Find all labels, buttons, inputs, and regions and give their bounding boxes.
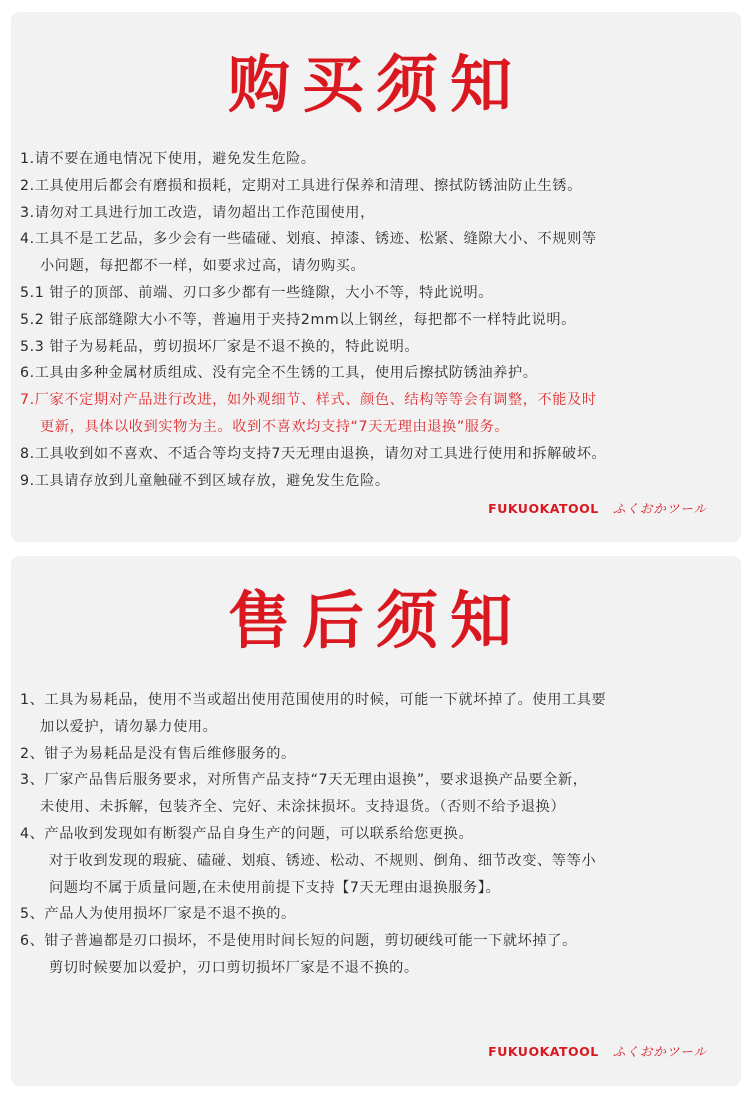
purchase-item-8 — [20, 441, 731, 468]
purchase-notice-card — [11, 12, 741, 542]
aftersale-notice-card — [11, 556, 741, 1086]
purchase-item-5-2 — [20, 307, 731, 334]
purchase-item-2 — [20, 173, 731, 200]
purchase-item-5-2-line-1: 5.2 钳子底部缝隙大小不等，普遍用于夹持2mm以上钢丝，每把都不一样特此说明。 — [20, 311, 576, 328]
aftersale-item-3-line-1: 3、厂家产品售后服务要求，对所售产品支持“7天无理由退换”，要求退换产品要全新， — [20, 772, 588, 789]
purchase-item-5-3-line-1: 5.3 钳子为易耗品，剪切损坏厂家是不退不换的，特此说明。 — [20, 338, 420, 355]
aftersale-item-2-line-1: 2、钳子为易耗品是没有售后维修服务的。 — [20, 745, 296, 762]
purchase-notice-title: 购买须知 — [227, 48, 524, 121]
brand-name-english: FUKUOKATOOL — [488, 1044, 599, 1059]
brand-name-japanese: ふくおかツール — [612, 1044, 707, 1059]
purchase-item-5-1-line-1: 5.1 钳子的顶部、前端、刃口多少都有一些缝隙，大小不等，特此说明。 — [20, 284, 494, 301]
purchase-item-3-line-1: 3.请勿对工具进行加工改造，请勿超出工作范围使用， — [20, 204, 375, 221]
purchase-item-6-line-1: 6.工具由多种金属材质组成、没有完全不生锈的工具，使用后擦拭防锈油养护。 — [20, 365, 538, 382]
aftersale-item-4-line-3: 问题均不属于质量问题,在未使用前提下支持【7天无理由退换服务】。 — [49, 879, 501, 896]
aftersale-item-3 — [20, 767, 731, 821]
purchase-item-1 — [20, 146, 731, 173]
aftersale-item-5 — [20, 901, 731, 928]
aftersale-item-6-line-2: 剪切时候要加以爱护，刃口剪切损坏厂家是不退不换的。 — [49, 959, 419, 976]
purchase-item-5-3 — [20, 334, 731, 361]
purchase-item-4 — [20, 226, 731, 280]
purchase-item-7-line-1: 7.厂家不定期对产品进行改进，如外观细节、样式、颜色、结构等等会有调整，不能及时 — [20, 392, 597, 409]
aftersale-brand-signature — [488, 1042, 707, 1060]
aftersale-item-6-line-1: 6、钳子普遍都是刃口损坏，不是使用时间长短的问题，剪切硬线可能一下就坏掉了。 — [20, 933, 577, 950]
purchase-item-9 — [20, 468, 731, 495]
aftersale-item-2 — [20, 741, 731, 768]
aftersale-item-1 — [20, 687, 731, 741]
aftersale-notice-list — [20, 687, 731, 982]
aftersale-item-4-line-1: 4、产品收到发现如有断裂产品自身生产的问题，可以联系给您更换。 — [20, 825, 474, 842]
aftersale-item-5-line-1: 5、产品人为使用损坏厂家是不退不换的。 — [20, 906, 296, 923]
purchase-item-8-line-1: 8.工具收到如不喜欢、不适合等均支持7天无理由退换，请勿对工具进行使用和拆解破坏。 — [20, 445, 607, 462]
aftersale-item-6 — [20, 928, 731, 982]
aftersale-item-4-line-2: 对于收到发现的瑕疵、磕碰、划痕、锈迹、松动、不规则、倒角、细节改变、等等小 — [49, 852, 597, 869]
purchase-item-7-line-2: 更新，具体以收到实物为主。收到不喜欢均支持“7天无理由退换”服务。 — [40, 418, 510, 435]
purchase-item-9-line-1: 9.工具请存放到儿童触碰不到区域存放，避免发生危险。 — [20, 472, 390, 489]
purchase-item-7 — [20, 387, 731, 441]
aftersale-item-3-line-2: 未使用、未拆解，包装齐全、完好、未涂抹损坏。支持退货。（否则不给予退换） — [40, 799, 566, 816]
aftersale-item-1-line-2: 加以爱护，请勿暴力使用。 — [40, 718, 218, 735]
aftersale-item-1-line-1: 1、工具为易耗品，使用不当或超出使用范围使用的时候，可能一下就坏掉了。使用工具要 — [20, 692, 607, 708]
purchase-item-3 — [20, 200, 731, 227]
purchase-item-1-line-1: 1.请不要在通电情况下使用，避免发生危险。 — [20, 151, 316, 167]
purchase-item-6 — [20, 360, 731, 387]
aftersale-notice-title: 售后须知 — [227, 584, 524, 657]
purchase-item-5-1 — [20, 280, 731, 307]
purchase-item-4-line-2: 小问题，每把都不一样，如要求过高，请勿购买。 — [40, 258, 366, 275]
purchase-item-4-line-1: 4.工具不是工艺品，多少会有一些磕碰、划痕、掉漆、锈迹、松紧、缝隙大小、不规则等 — [20, 231, 597, 248]
purchase-brand-signature — [488, 499, 707, 517]
purchase-notice-list — [20, 146, 731, 494]
purchase-item-2-line-1: 2.工具使用后都会有磨损和损耗，定期对工具进行保养和清理、擦拭防锈油防止生锈。 — [20, 177, 582, 194]
brand-name-japanese: ふくおかツール — [612, 501, 707, 516]
aftersale-item-4 — [20, 821, 731, 901]
brand-name-english: FUKUOKATOOL — [488, 501, 599, 516]
